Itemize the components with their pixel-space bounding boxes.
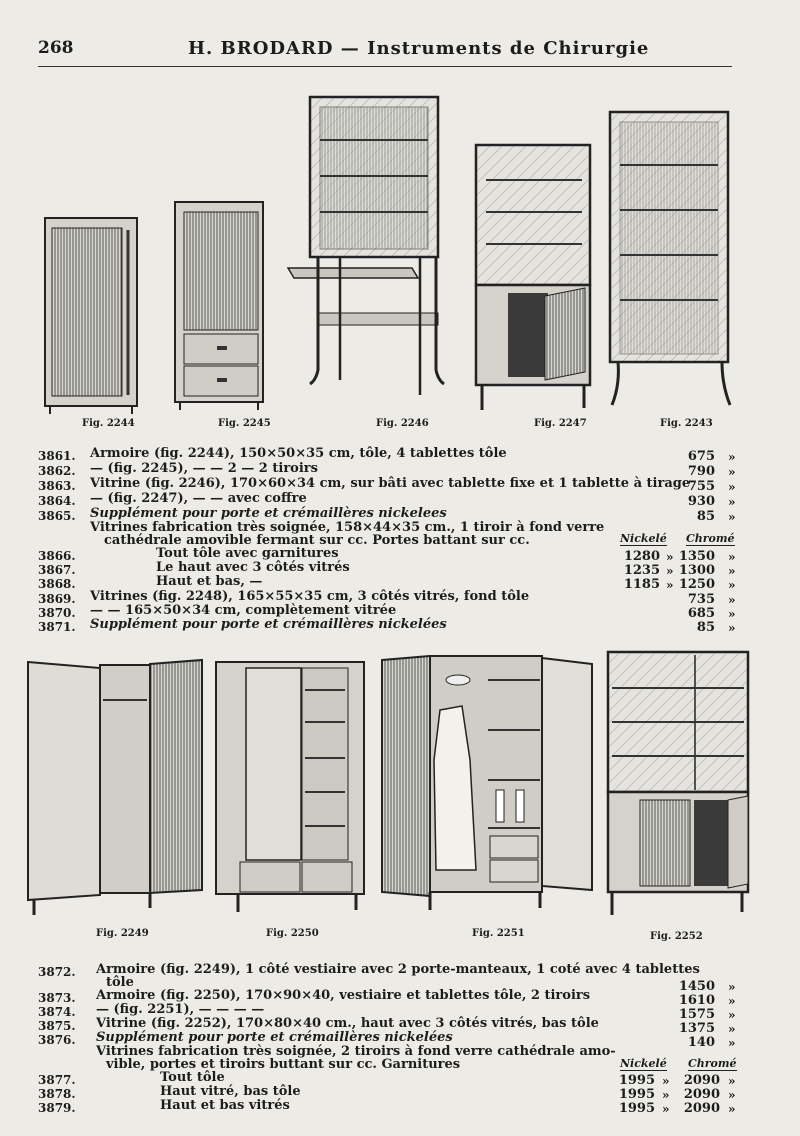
figure-2243-vitrine (610, 112, 730, 405)
item-description: Vitrine (fig. 2246), 170×60×34 cm, sur bâti avec tablette fixe et 1 tablette à tirage (90, 476, 691, 491)
figure-2252-vitrine (608, 652, 748, 915)
caption-fig-2244: Fig. 2244 (82, 418, 135, 429)
price-nickele: 1995 (618, 1087, 655, 1102)
item-description: — (fig. 2251), — — — — (96, 1002, 265, 1017)
item-price: 1375 (678, 1021, 715, 1036)
item-price: 1575 (678, 1007, 715, 1022)
price-suffix: » (728, 578, 736, 592)
price-suffix: » (728, 1036, 736, 1050)
price-suffix: » (728, 621, 736, 635)
item-description: Armoire (fig. 2244), 150×50×35 cm, tôle, 4 tablettes tôle (90, 446, 507, 461)
item-price: 85 (696, 620, 715, 635)
price-suffix: » (728, 980, 736, 994)
item-description: Supplément pour porte et crémaillères nickelées (90, 617, 447, 632)
item-description: Vitrine (fig. 2252), 170×80×40 cm., haut avec 3 côtés vitrés, bas tôle (96, 1016, 599, 1031)
column-header-chrome: Chromé (688, 1057, 737, 1070)
item-number: 3873. (38, 991, 76, 1005)
price-suffix: » (728, 607, 736, 621)
figure-2250-armoire (216, 662, 364, 912)
price-suffix: » (662, 1074, 670, 1088)
price-suffix: » (728, 1008, 736, 1022)
figure-2246-vitrine (288, 97, 444, 395)
item-description: Vitrines (fig. 2248), 165×55×35 cm, 3 côtés vitrés, fond tôle (90, 589, 530, 604)
item-description: Armoire (fig. 2249), 1 côté vestiaire avec 2 porte-manteaux, 1 coté avec 4 tablettes (96, 962, 700, 977)
price-suffix: » (662, 1102, 670, 1116)
item-number: 3869. (38, 592, 76, 606)
item-description: — (fig. 2247), — — avec coffre (90, 491, 307, 506)
price-suffix: » (666, 550, 674, 564)
price-suffix: » (728, 593, 736, 607)
item-description-cont: tôle (106, 975, 134, 990)
item-description: Tout tôle (160, 1070, 225, 1085)
item-price: 735 (687, 592, 715, 607)
price-chrome: 1350 (678, 549, 715, 564)
item-price: 1450 (678, 979, 715, 994)
item-number: 3879. (38, 1101, 76, 1115)
item-number: 3862. (38, 464, 76, 478)
item-number: 3863. (38, 479, 76, 493)
item-description: Tout tôle avec garnitures (156, 546, 339, 561)
price-chrome: 2090 (683, 1087, 720, 1102)
price-chrome: 1250 (678, 577, 715, 592)
figure-2247-vitrine-coffre (476, 145, 590, 410)
price-suffix: » (728, 1088, 736, 1102)
price-nickele: 1235 (623, 563, 660, 578)
item-description: — — 165×50×34 cm, complètement vitrée (90, 603, 397, 618)
item-number: 3876. (38, 1033, 76, 1047)
item-number: 3864. (38, 494, 76, 508)
item-number: 3870. (38, 606, 76, 620)
column-header-nickele: Nickelé (620, 532, 667, 545)
item-description: Le haut avec 3 côtés vitrés (156, 560, 350, 575)
item-description: Supplément pour porte et crémaillères nickelées (96, 1030, 453, 1045)
caption-fig-2246: Fig. 2246 (376, 418, 429, 429)
item-number: 3865. (38, 509, 76, 523)
item-number: 3867. (38, 563, 76, 577)
item-price: 790 (687, 464, 715, 479)
item-number: 3866. (38, 549, 76, 563)
item-number: 3877. (38, 1073, 76, 1087)
item-number: 3872. (38, 965, 76, 979)
section-note: Vitrines fabrication très soignée, 158×44×35 cm., 1 tiroir à fond verre (90, 520, 605, 535)
price-suffix: » (728, 450, 736, 464)
item-number: 3875. (38, 1019, 76, 1033)
section-note: cathédrale amovible fermant sur cc. Portes battant sur cc. (104, 533, 530, 548)
price-nickele: 1280 (623, 549, 660, 564)
item-description: Supplément pour porte et crémaillères nickelees (90, 506, 447, 521)
price-suffix: » (728, 1102, 736, 1116)
item-price: 685 (687, 606, 715, 621)
price-nickele: 1995 (618, 1073, 655, 1088)
item-description: Haut et bas vitrés (160, 1098, 290, 1113)
item-description: — (fig. 2245), — — 2 — 2 tiroirs (90, 461, 318, 476)
figure-2251-armoire (382, 656, 592, 910)
price-suffix: » (728, 495, 736, 509)
section-note: vible, portes et tiroirs buttant sur cc. Garnitures (106, 1057, 461, 1072)
price-suffix: » (666, 578, 674, 592)
caption-fig-2251: Fig. 2251 (472, 928, 525, 939)
price-chrome: 2090 (683, 1073, 720, 1088)
item-price: 140 (687, 1035, 715, 1050)
caption-fig-2249: Fig. 2249 (96, 928, 149, 939)
price-suffix: » (662, 1088, 670, 1102)
price-suffix: » (728, 550, 736, 564)
price-suffix: » (728, 480, 736, 494)
caption-fig-2247: Fig. 2247 (534, 418, 587, 429)
page-number: 268 (38, 38, 74, 58)
figure-2244-cabinet (45, 218, 137, 414)
item-number: 3861. (38, 449, 76, 463)
price-suffix: » (728, 510, 736, 524)
caption-fig-2250: Fig. 2250 (266, 928, 319, 939)
item-number: 3874. (38, 1005, 76, 1019)
caption-fig-2252: Fig. 2252 (650, 931, 703, 942)
section-note: Vitrines fabrication très soignée, 2 tiroirs à fond verre cathédrale amo- (96, 1044, 616, 1059)
item-description: Haut et bas, — (156, 574, 263, 589)
price-suffix: » (728, 1022, 736, 1036)
column-header-chrome: Chromé (686, 532, 735, 545)
item-price: 930 (687, 494, 715, 509)
item-price: 85 (696, 509, 715, 524)
price-chrome: 1300 (678, 563, 715, 578)
price-chrome: 2090 (683, 1101, 720, 1116)
item-price: 1610 (678, 993, 715, 1008)
price-suffix: » (728, 1074, 736, 1088)
price-suffix: » (728, 465, 736, 479)
caption-fig-2243: Fig. 2243 (660, 418, 713, 429)
caption-fig-2245: Fig. 2245 (218, 418, 271, 429)
figure-2249-armoire (28, 660, 202, 915)
price-nickele: 1995 (618, 1101, 655, 1116)
item-description: Armoire (fig. 2250), 170×90×40, vestiaire et tablettes tôle, 2 tiroirs (96, 988, 591, 1003)
item-number: 3871. (38, 620, 76, 634)
price-suffix: » (728, 564, 736, 578)
item-description: Haut vitré, bas tôle (160, 1084, 301, 1099)
page-title: H. BRODARD — Instruments de Chirurgie (188, 38, 650, 59)
price-suffix: » (728, 994, 736, 1008)
item-price: 675 (687, 449, 715, 464)
item-number: 3868. (38, 577, 76, 591)
item-number: 3878. (38, 1087, 76, 1101)
price-suffix: » (666, 564, 674, 578)
price-nickele: 1185 (623, 577, 660, 592)
item-price: 755 (687, 479, 715, 494)
figure-2245-cabinet (175, 202, 263, 410)
column-header-nickele: Nickelé (620, 1057, 667, 1070)
